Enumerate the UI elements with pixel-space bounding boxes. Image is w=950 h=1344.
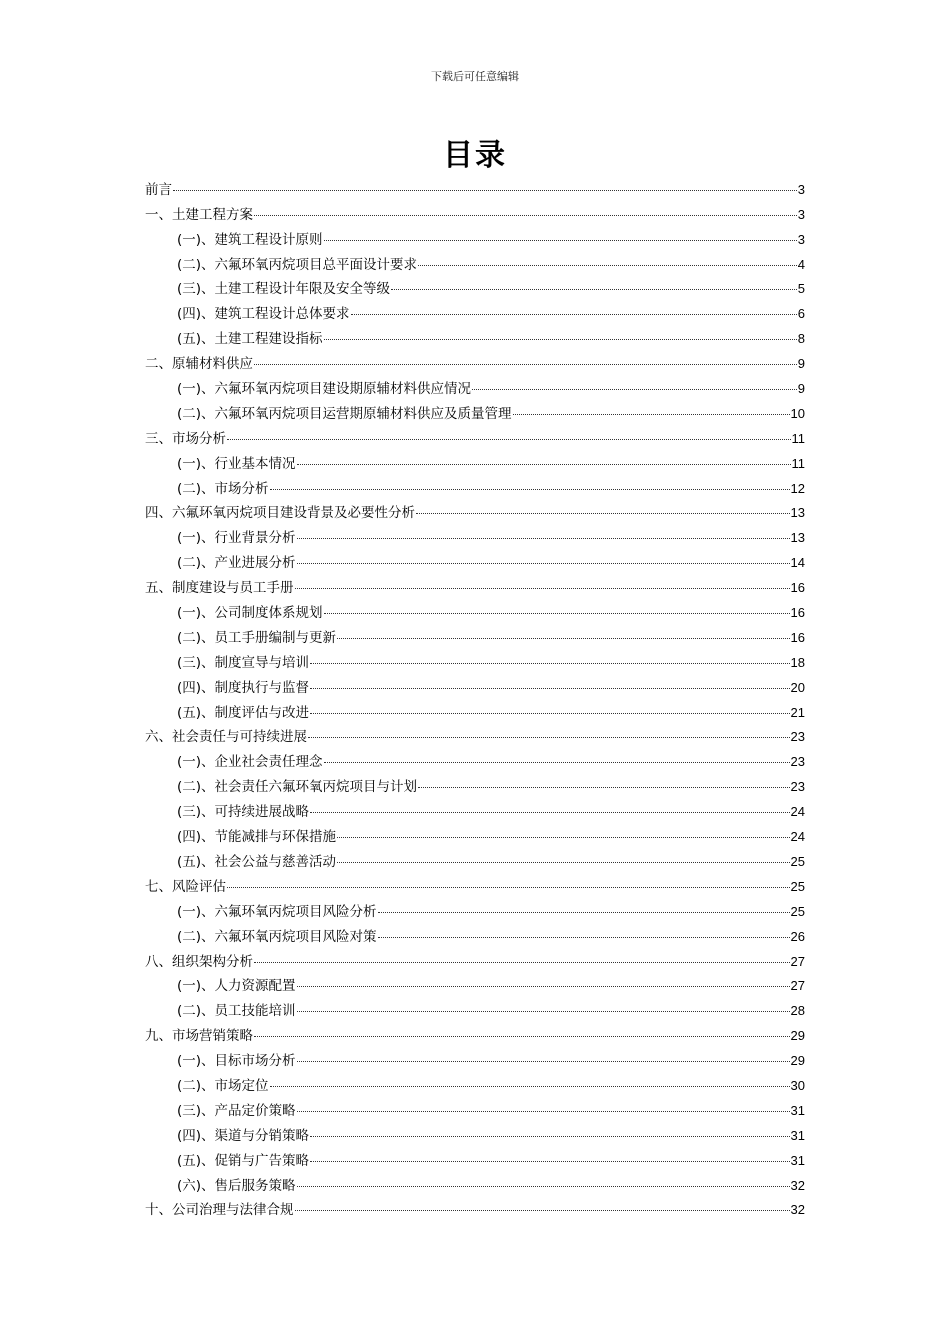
toc-entry[interactable] bbox=[145, 674, 805, 699]
toc-entry[interactable] bbox=[145, 574, 805, 599]
toc-entry-page: 23 bbox=[790, 729, 805, 745]
toc-entry[interactable] bbox=[145, 748, 805, 773]
toc-entry[interactable] bbox=[145, 649, 805, 674]
toc-leader-dots bbox=[416, 512, 790, 514]
toc-entry-label: 三、市场分析 bbox=[145, 430, 226, 447]
toc-entry-page: 29 bbox=[790, 1053, 805, 1069]
toc-entry[interactable] bbox=[145, 1022, 805, 1047]
toc-entry-label: (四)、制度执行与监督 bbox=[177, 679, 310, 696]
toc-entry-label: (二)、市场定位 bbox=[177, 1077, 269, 1094]
toc-entry-page: 3 bbox=[797, 231, 805, 247]
toc-entry-page: 10 bbox=[790, 405, 805, 421]
toc-entry-label: 四、六氟环氧丙烷项目建设背景及必要性分析 bbox=[145, 505, 415, 522]
toc-entry-label: (一)、行业基本情况 bbox=[177, 455, 296, 472]
toc-entry-label: (二)、六氟环氧丙烷项目风险对策 bbox=[177, 928, 377, 945]
toc-entry[interactable] bbox=[145, 549, 805, 574]
toc-title: 目录 bbox=[443, 138, 507, 173]
toc-entry-page: 18 bbox=[790, 654, 805, 670]
toc-entry-page: 32 bbox=[790, 1202, 805, 1218]
toc-entry[interactable] bbox=[145, 1147, 805, 1172]
toc-leader-dots bbox=[254, 1035, 790, 1037]
toc-entry-label: (五)、土建工程建设指标 bbox=[177, 331, 323, 348]
toc-entry-page: 16 bbox=[790, 605, 805, 621]
toc-entry-page: 27 bbox=[790, 953, 805, 969]
toc-leader-dots bbox=[418, 264, 797, 266]
toc-entry-page: 31 bbox=[790, 1127, 805, 1143]
toc-entry[interactable] bbox=[145, 375, 805, 400]
toc-entry-page: 13 bbox=[790, 530, 805, 546]
toc-entry[interactable] bbox=[145, 475, 805, 500]
toc-leader-dots bbox=[297, 985, 790, 987]
toc-entry-page: 31 bbox=[790, 1102, 805, 1118]
toc-entry[interactable] bbox=[145, 1172, 805, 1197]
toc-entry[interactable] bbox=[145, 997, 805, 1022]
toc-entry-label: (五)、促销与广告策略 bbox=[177, 1152, 310, 1169]
toc-leader-dots bbox=[173, 189, 797, 191]
toc-entry-page: 21 bbox=[790, 704, 805, 720]
toc-leader-dots bbox=[472, 388, 797, 390]
toc-entry-label: (二)、六氟环氧丙烷项目运营期原辅材料供应及质量管理 bbox=[177, 405, 512, 422]
toc-entry-page: 32 bbox=[790, 1177, 805, 1193]
toc-entry[interactable] bbox=[145, 773, 805, 798]
toc-entry[interactable] bbox=[145, 425, 805, 450]
toc-entry-label: (三)、制度宣导与培训 bbox=[177, 654, 310, 671]
toc-entry-label: 九、市场营销策略 bbox=[145, 1028, 253, 1045]
toc-leader-dots bbox=[297, 537, 790, 539]
toc-entry[interactable] bbox=[145, 450, 805, 475]
toc-entry-page: 3 bbox=[797, 206, 805, 222]
toc-entry-label: 七、风险评估 bbox=[145, 878, 226, 895]
toc-leader-dots bbox=[295, 587, 790, 589]
toc-entry[interactable] bbox=[145, 176, 805, 201]
toc-entry[interactable] bbox=[145, 873, 805, 898]
toc-entry-page: 27 bbox=[790, 978, 805, 994]
toc-entry[interactable] bbox=[145, 1122, 805, 1147]
toc-entry[interactable] bbox=[145, 325, 805, 350]
toc-entry[interactable] bbox=[145, 798, 805, 823]
toc-entry-label: 八、组织架构分析 bbox=[145, 953, 253, 970]
toc-entry-label: (四)、建筑工程设计总体要求 bbox=[177, 306, 350, 323]
toc-entry-label: (二)、六氟环氧丙烷项目总平面设计要求 bbox=[177, 256, 418, 273]
toc-entry-page: 16 bbox=[790, 629, 805, 645]
toc-leader-dots bbox=[227, 886, 790, 888]
toc-entry-page: 16 bbox=[790, 580, 805, 596]
toc-leader-dots bbox=[513, 413, 790, 415]
toc-leader-dots bbox=[324, 761, 790, 763]
toc-leader-dots bbox=[337, 637, 789, 639]
toc-entry[interactable] bbox=[145, 724, 805, 749]
toc-entry[interactable] bbox=[145, 1097, 805, 1122]
toc-entry-label: (三)、产品定价策略 bbox=[177, 1102, 296, 1119]
toc-entry[interactable] bbox=[145, 226, 805, 251]
toc-entry[interactable] bbox=[145, 599, 805, 624]
toc-entry-page: 25 bbox=[790, 903, 805, 919]
toc-entry[interactable] bbox=[145, 923, 805, 948]
toc-leader-dots bbox=[324, 612, 790, 614]
header-note: 下载后可任意编辑 bbox=[431, 70, 519, 83]
toc-entry-page: 28 bbox=[790, 1003, 805, 1019]
toc-entry-label: (一)、建筑工程设计原则 bbox=[177, 231, 323, 248]
toc-entry-page: 14 bbox=[790, 555, 805, 571]
toc-leader-dots bbox=[324, 338, 797, 340]
toc-leader-dots bbox=[310, 811, 789, 813]
toc-entry-label: (二)、社会责任六氟环氧丙烷项目与计划 bbox=[177, 779, 418, 796]
toc-entry-page: 8 bbox=[797, 331, 805, 347]
toc-entry[interactable] bbox=[145, 973, 805, 998]
toc-entry[interactable] bbox=[145, 251, 805, 276]
toc-entry-label: (一)、行业背景分析 bbox=[177, 530, 296, 547]
toc-leader-dots bbox=[324, 239, 797, 241]
toc-entry-page: 9 bbox=[797, 381, 805, 397]
toc-entry-label: 一、土建工程方案 bbox=[145, 206, 253, 223]
toc-entry-page: 9 bbox=[797, 356, 805, 372]
toc-entry[interactable] bbox=[145, 948, 805, 973]
toc-leader-dots bbox=[310, 662, 789, 664]
toc-leader-dots bbox=[308, 736, 790, 738]
toc-entry-label: (一)、目标市场分析 bbox=[177, 1053, 296, 1070]
toc-entry-label: 六、社会责任与可持续进展 bbox=[145, 729, 307, 746]
toc-entry[interactable] bbox=[145, 524, 805, 549]
toc-entry-page: 26 bbox=[790, 928, 805, 944]
toc-entry[interactable] bbox=[145, 624, 805, 649]
toc-entry-page: 24 bbox=[790, 829, 805, 845]
toc-leader-dots bbox=[418, 786, 789, 788]
toc-leader-dots bbox=[351, 313, 797, 315]
toc-entry[interactable] bbox=[145, 201, 805, 226]
toc-entry[interactable] bbox=[145, 898, 805, 923]
toc-entry[interactable] bbox=[145, 276, 805, 301]
toc-entry-page: 11 bbox=[791, 430, 805, 446]
toc-entry-page: 11 bbox=[791, 455, 805, 471]
toc-leader-dots bbox=[378, 936, 790, 938]
toc-leader-dots bbox=[337, 861, 789, 863]
toc-leader-dots bbox=[297, 1010, 790, 1012]
toc-leader-dots bbox=[297, 1185, 790, 1187]
table-of-contents bbox=[145, 176, 805, 1221]
toc-entry-page: 25 bbox=[790, 878, 805, 894]
toc-entry-page: 12 bbox=[790, 480, 805, 496]
toc-entry-label: (二)、员工手册编制与更新 bbox=[177, 629, 337, 646]
toc-leader-dots bbox=[310, 687, 789, 689]
toc-entry[interactable] bbox=[145, 300, 805, 325]
toc-leader-dots bbox=[310, 1160, 789, 1162]
toc-entry-label: (一)、企业社会责任理念 bbox=[177, 754, 323, 771]
toc-entry-page: 31 bbox=[790, 1152, 805, 1168]
toc-entry-page: 20 bbox=[790, 679, 805, 695]
toc-entry-label: (一)、公司制度体系规划 bbox=[177, 605, 323, 622]
toc-leader-dots bbox=[297, 562, 790, 564]
toc-leader-dots bbox=[378, 911, 790, 913]
toc-entry-page: 30 bbox=[790, 1077, 805, 1093]
toc-entry[interactable] bbox=[145, 699, 805, 724]
toc-entry-page: 5 bbox=[797, 281, 805, 297]
toc-entry[interactable] bbox=[145, 400, 805, 425]
toc-entry-label: (一)、六氟环氧丙烷项目风险分析 bbox=[177, 903, 377, 920]
toc-entry-page: 24 bbox=[790, 804, 805, 820]
toc-leader-dots bbox=[254, 214, 797, 216]
toc-entry[interactable] bbox=[145, 1047, 805, 1072]
toc-leader-dots bbox=[337, 836, 789, 838]
toc-entry-label: (二)、员工技能培训 bbox=[177, 1003, 296, 1020]
toc-entry[interactable] bbox=[145, 500, 805, 525]
toc-entry-label: (四)、节能减排与环保措施 bbox=[177, 829, 337, 846]
toc-leader-dots bbox=[254, 961, 790, 963]
toc-entry-label: (六)、售后服务策略 bbox=[177, 1177, 296, 1194]
toc-entry-label: (五)、社会公益与慈善活动 bbox=[177, 853, 337, 870]
toc-entry-page: 29 bbox=[790, 1028, 805, 1044]
toc-leader-dots bbox=[295, 1209, 790, 1211]
toc-entry-label: (二)、市场分析 bbox=[177, 480, 269, 497]
toc-leader-dots bbox=[227, 438, 791, 440]
toc-entry-page: 25 bbox=[790, 853, 805, 869]
toc-leader-dots bbox=[297, 463, 791, 465]
toc-entry-label: (三)、土建工程设计年限及安全等级 bbox=[177, 281, 391, 298]
toc-entry-label: (一)、人力资源配置 bbox=[177, 978, 296, 995]
toc-entry[interactable] bbox=[145, 823, 805, 848]
toc-entry-label: 五、制度建设与员工手册 bbox=[145, 580, 294, 597]
toc-entry-label: 十、公司治理与法律合规 bbox=[145, 1202, 294, 1219]
toc-entry-label: (五)、制度评估与改进 bbox=[177, 704, 310, 721]
toc-entry-page: 23 bbox=[790, 779, 805, 795]
toc-entry-label: (一)、六氟环氧丙烷项目建设期原辅材料供应情况 bbox=[177, 381, 472, 398]
toc-leader-dots bbox=[297, 1060, 790, 1062]
toc-leader-dots bbox=[391, 288, 797, 290]
toc-leader-dots bbox=[270, 488, 790, 490]
toc-entry-page: 23 bbox=[790, 754, 805, 770]
toc-entry-label: (三)、可持续进展战略 bbox=[177, 804, 310, 821]
toc-entry-label: 二、原辅材料供应 bbox=[145, 356, 253, 373]
toc-entry-page: 6 bbox=[797, 306, 805, 322]
toc-entry-page: 13 bbox=[790, 505, 805, 521]
toc-entry[interactable] bbox=[145, 1197, 805, 1222]
toc-entry[interactable] bbox=[145, 1072, 805, 1097]
toc-entry[interactable] bbox=[145, 350, 805, 375]
toc-entry-page: 3 bbox=[797, 181, 805, 197]
toc-leader-dots bbox=[297, 1110, 790, 1112]
toc-leader-dots bbox=[310, 712, 789, 714]
toc-entry-label: 前言 bbox=[145, 181, 172, 198]
toc-leader-dots bbox=[310, 1135, 789, 1137]
toc-entry-page: 4 bbox=[797, 256, 805, 272]
toc-entry-label: (四)、渠道与分销策略 bbox=[177, 1127, 310, 1144]
toc-entry[interactable] bbox=[145, 848, 805, 873]
toc-leader-dots bbox=[270, 1085, 790, 1087]
toc-entry-label: (二)、产业进展分析 bbox=[177, 555, 296, 572]
toc-leader-dots bbox=[254, 363, 797, 365]
